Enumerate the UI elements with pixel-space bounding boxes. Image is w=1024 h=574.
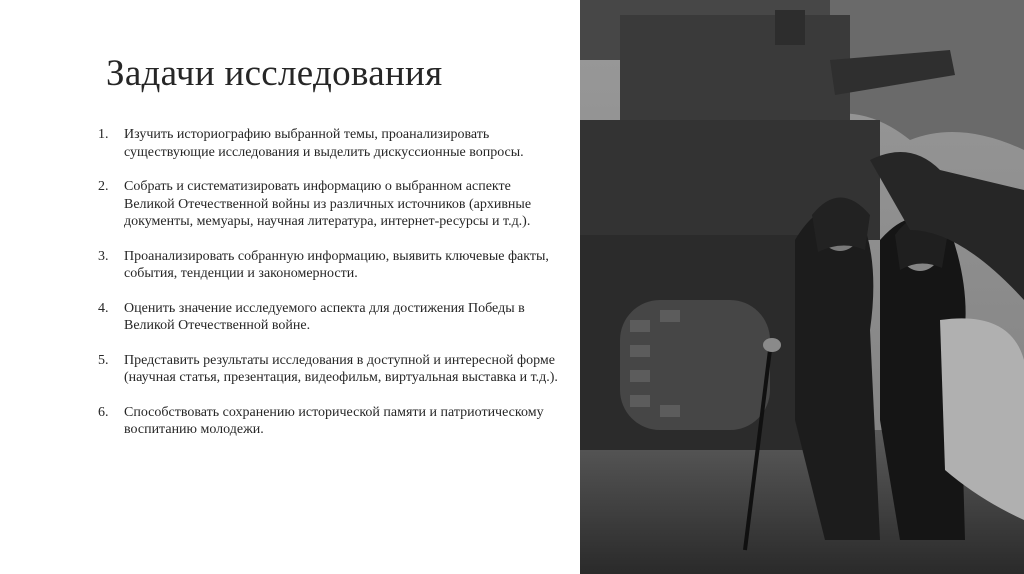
list-item-number: 4. — [98, 300, 109, 316]
list-item — [98, 248, 558, 283]
list-item-text: Проанализировать собранную информацию, выявить ключевые факты, события, тенденции и закономерности. — [124, 248, 549, 281]
list-item-text: Собрать и систематизировать информацию о выбранном аспекте Великой Отечественной войны из различных источников (архивные документы, мемуары, научная литература, интернет-ресурсы и т.д.). — [124, 179, 532, 229]
list-item-number: 6. — [98, 404, 109, 420]
list-item — [98, 300, 558, 335]
list-item-number: 1. — [98, 127, 109, 142]
list-item — [98, 178, 558, 231]
list-item-number: 2. — [98, 179, 109, 194]
war-photo — [580, 0, 1024, 574]
list-item-text: Оценить значение исследуемого аспекта для достижения Победы в Великой Отечественной войне. — [124, 300, 525, 333]
list-item-text: Представить результаты исследования в доступной и интересной форме (научная статья, презентация, видеофильм, виртуальная выставка и т.д.). — [124, 352, 558, 385]
war-photo-illustration — [580, 0, 1024, 574]
list-item-number: 5. — [98, 352, 109, 368]
list-item-text: Изучить историографию выбранной темы, проанализировать существующие исследования и выделить дискуссионные вопросы. — [124, 127, 524, 160]
list-item-number: 3. — [98, 248, 109, 264]
list-item-text: Способствовать сохранению исторической памяти и патриотическому воспитанию молодежи. — [124, 404, 544, 437]
slide-title: Задачи исследования — [106, 53, 443, 94]
list-item — [98, 126, 558, 161]
list-item — [98, 352, 558, 387]
list-item — [98, 404, 558, 439]
task-list — [98, 126, 558, 456]
